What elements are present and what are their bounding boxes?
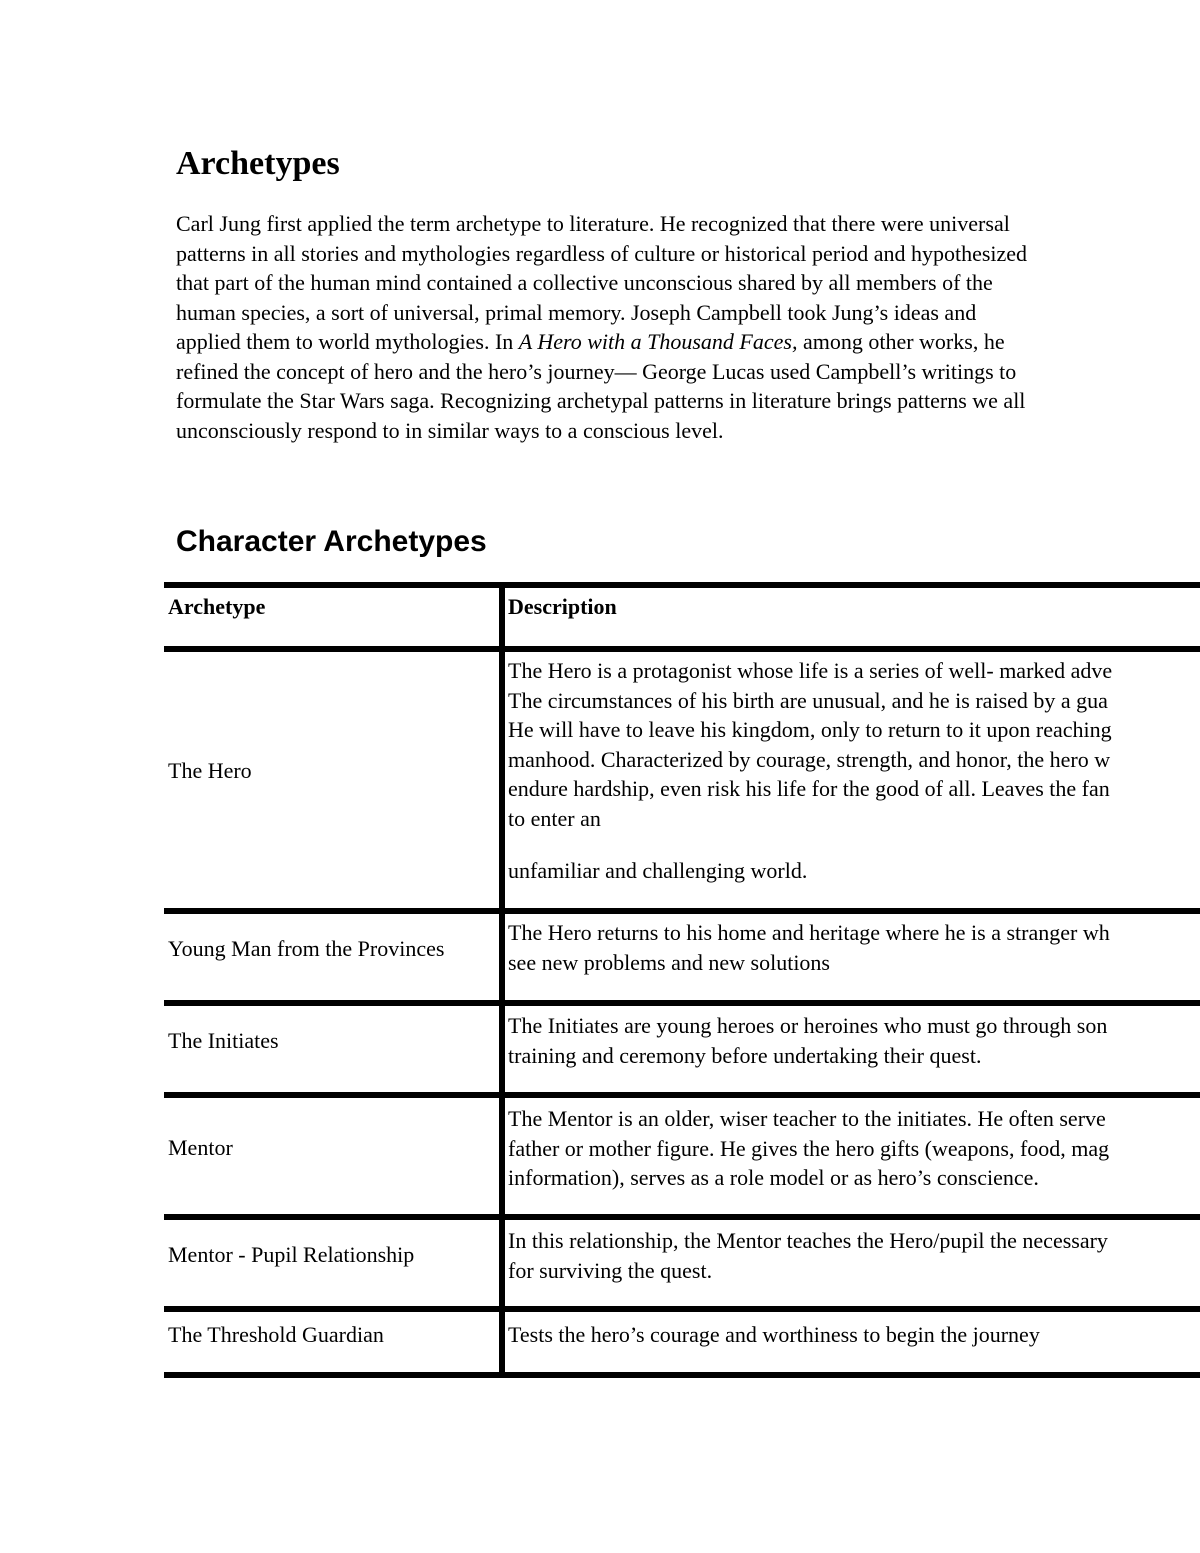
row-hero-archetype: The Hero <box>168 758 252 783</box>
description-line: for surviving the quest. <box>508 1257 713 1283</box>
header-archetype: Archetype <box>168 594 266 619</box>
intro-paragraph <box>176 209 1036 445</box>
description-line: The Initiates are young heroes or heroines who must go through son <box>508 1013 1108 1038</box>
description-line: Tests the hero’s courage and worthiness to begin the journey <box>508 1322 1040 1347</box>
table-rule-header <box>164 646 1200 652</box>
description-line: The circumstances of his birth are unusual, and he is raised by a gua <box>508 687 1108 713</box>
row-mentor-description <box>508 1104 1109 1193</box>
page-title: Archetypes <box>176 145 340 182</box>
description-line: The Hero is a protagonist whose life is a series of well- marked adve <box>508 658 1113 683</box>
row-young-man-description <box>508 918 1110 977</box>
row-initiates-archetype: The Initiates <box>168 1028 279 1053</box>
description-line: to enter an <box>508 805 601 831</box>
row-mentor-pupil-archetype: Mentor - Pupil Relationship <box>168 1242 415 1267</box>
table-rule-row4 <box>164 1214 1200 1220</box>
row-hero-description <box>508 656 1112 886</box>
description-line: The Mentor is an older, wiser teacher to the initiates. He often serve <box>508 1106 1106 1131</box>
table-rule-top <box>164 582 1200 588</box>
table-rule-bottom <box>164 1372 1200 1378</box>
description-line: training and ceremony before undertaking their quest. <box>508 1042 982 1068</box>
table-rule-row2 <box>164 1000 1200 1006</box>
row-mentor-archetype: Mentor <box>168 1135 233 1160</box>
intro-book-title: A Hero with a Thousand Faces, <box>518 329 798 354</box>
row-initiates-description <box>508 1011 1107 1070</box>
row-mentor-pupil-description <box>508 1226 1108 1285</box>
description-line: unfamiliar and challenging world. <box>508 858 808 883</box>
row-young-man-archetype: Young Man from the Provinces <box>168 936 445 961</box>
row-threshold-guardian-archetype: The Threshold Guardian <box>168 1322 384 1347</box>
intro-text-part2: among other works, he refined the concept of hero and the hero’s journey— George Lucas used Campbell’s writings to formulate the Star Wars saga. Recognizing archetypal patterns in literature brings patterns we all unconsciously respond to in similar ways to a conscious level. <box>176 329 1026 443</box>
description-line: information), serves as a role model or as hero’s conscience. <box>508 1165 1039 1190</box>
table-column-divider <box>499 582 505 1378</box>
description-line: In this relationship, the Mentor teaches the Hero/pupil the necessary <box>508 1228 1108 1253</box>
description-line: see new problems and new solutions <box>508 949 830 975</box>
intro-text-part1: Carl Jung first applied the term archetype to literature. He recognized that there were universal patterns in all stories and mythologies regardless of culture or historical period and hypothesized that part of the human mind contained a collective unconscious shared by all members of the human species, a sort of universal, primal memory. Joseph Campbell took Jung’s ideas and applied them to world mythologies. In <box>176 211 1028 354</box>
section-heading: Character Archetypes <box>176 525 487 558</box>
description-line: manhood. Characterized by courage, strength, and honor, the hero w <box>508 746 1111 772</box>
table-rule-row1 <box>164 908 1200 914</box>
archetypes-table <box>164 582 1200 1382</box>
description-line: endure hardship, even risk his life for the good of all. Leaves the fan <box>508 776 1110 801</box>
description-line: He will have to leave his kingdom, only to return to it upon reaching <box>508 717 1112 742</box>
table-rule-row3 <box>164 1092 1200 1098</box>
header-description: Description <box>508 594 617 619</box>
description-line: father or mother figure. He gives the hero gifts (weapons, food, mag <box>508 1135 1110 1161</box>
table-rule-row5 <box>164 1306 1200 1312</box>
description-line: The Hero returns to his home and heritage where he is a stranger wh <box>508 920 1110 945</box>
row-threshold-guardian-description <box>508 1320 1040 1350</box>
